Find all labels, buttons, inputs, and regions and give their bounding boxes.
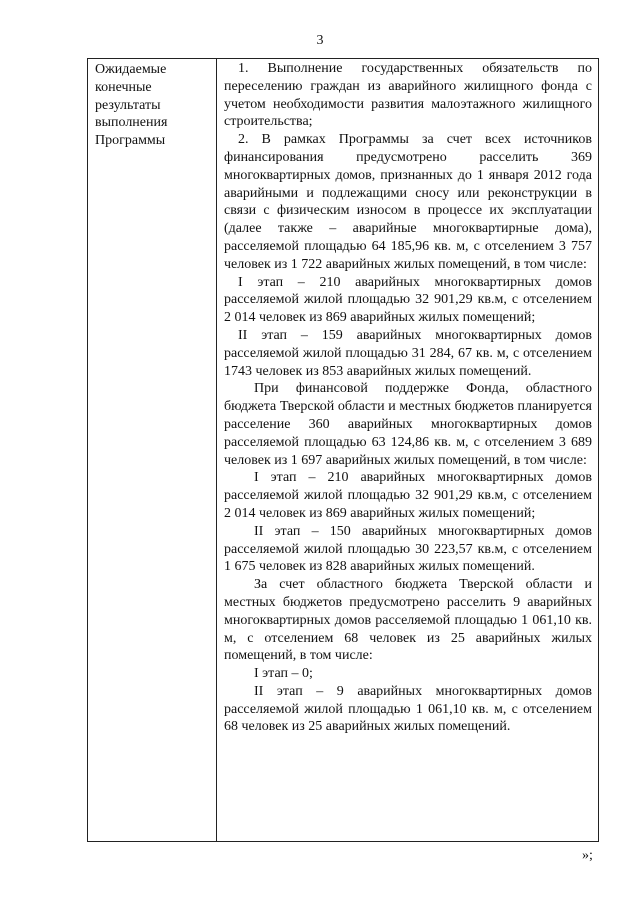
paragraph-6: I этап – 210 аварийных многоквартирных домов расселяемой жилой площадью 32 901,29 кв.м, с отселением 2 014 человек из 869 аварийных жилых помещений; (224, 470, 592, 521)
table-row (88, 59, 599, 842)
content-cell (217, 59, 599, 842)
label-cell (88, 59, 217, 842)
closing-quote: »; (582, 848, 593, 863)
paragraph-10: II этап – 9 аварийных многоквартирных домов расселяемой жилой площадью 1 061,10 кв. м, с отселением 68 человек из 25 аварийных жилых помещений. (224, 683, 592, 735)
program-results-table (87, 58, 599, 842)
section-label: Ожидаемые конечные результаты выполнения Программы (95, 62, 168, 149)
paragraph-5: При финансовой поддержке Фонда, областного бюджета Тверской области и местных бюджетов планируется расселение 360 аварийных многоквартирных домов расселяемой площадью 63 124,86 кв. м, с отселением 3 689 человек из 1 697 аварийных жилых помещений, в том числе: (224, 381, 592, 468)
paragraph-2: 2. В рамках Программы за счет всех источников финансирования предусмотрено расселить 369 многоквартирных домов, признанных до 1 января 2012 года аварийными и подлежащими сносу или реконструкции в связи с физическим износом в процессе их эксплуатации (далее также – аварийные многоквартирные дома), расселяемой площадью 64 185,96 кв. м, с отселением 3 757 человек из 1 722 аварийных жилых помещений, в том числе: (224, 132, 592, 272)
paragraph-3: I этап – 210 аварийных многоквартирных домов расселяемой жилой площадью 32 901,29 кв.м, с отселением 2 014 человек из 869 аварийных жилых помещений; (224, 274, 592, 326)
page-number: 3 (316, 33, 324, 48)
paragraph-9: I этап – 0; (254, 666, 313, 682)
paragraph-1: 1. Выполнение государственных обязательств по переселению граждан из аварийного жилищного фонда с учетом необходимости развития малоэтажного жилищного строительства; (224, 61, 592, 130)
paragraph-4: II этап – 159 аварийных многоквартирных домов расселяемой жилой площадью 31 284, 67 кв. м, с отселением 1743 человек из 853 аварийных жилых помещений. (224, 327, 592, 379)
paragraph-7: II этап – 150 аварийных многоквартирных домов расселяемой жилой площадью 30 223,57 кв.м, с отселением 1 675 человек из 828 аварийных жилых помещений. (224, 523, 592, 575)
paragraph-8: За счет областного бюджета Тверской области и местных бюджетов предусмотрено расселить 9 аварийных многоквартирных домов расселяемой площадью 1 061,10 кв. м, с отселением 68 человек из 25 аварийных жилых помещений, в том числе: (224, 577, 592, 664)
